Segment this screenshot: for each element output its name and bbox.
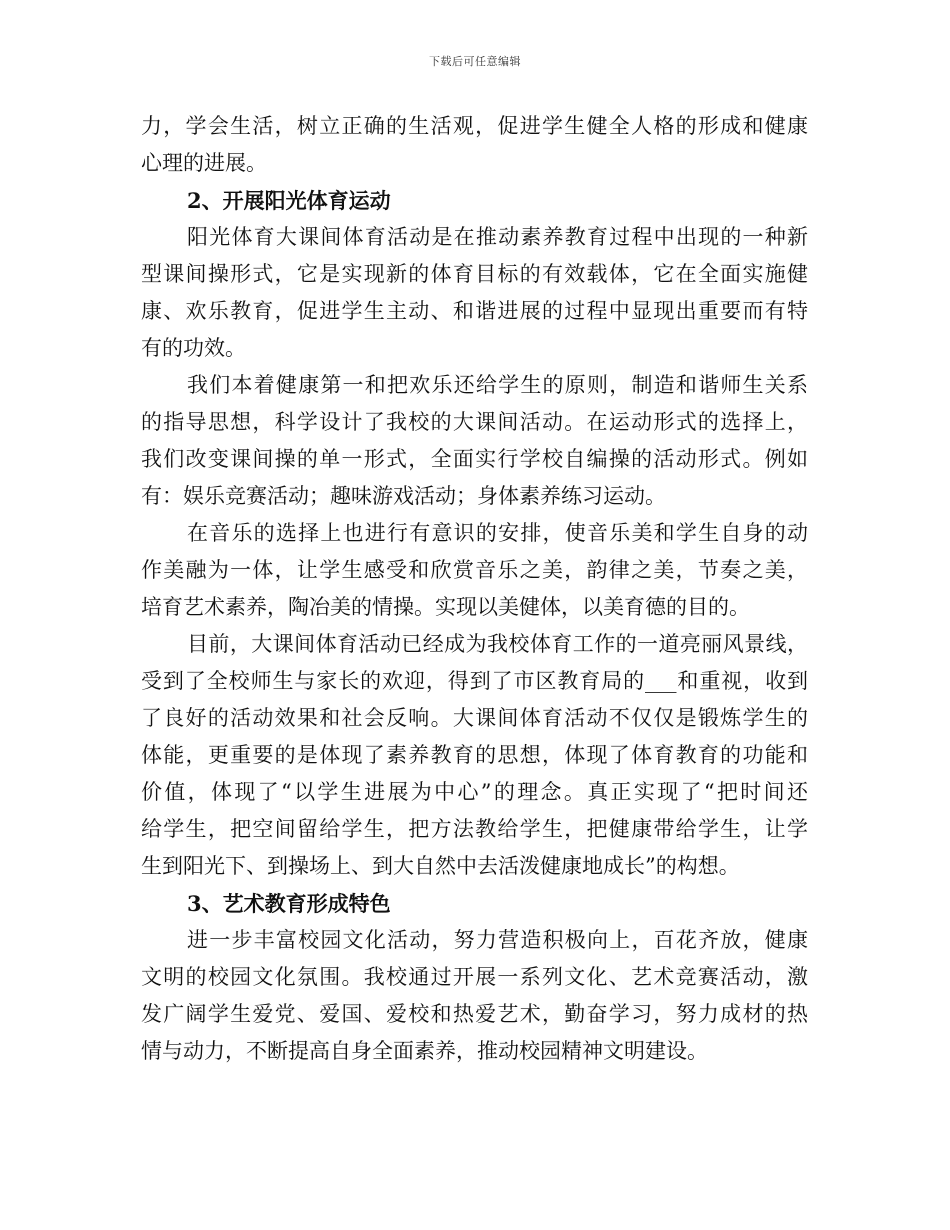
text-line: 受到了全校师生与家长的欢迎，得到了市区教育局的___和重视，收到 [141,669,808,693]
heading-text: 3、艺术教育形成特色 [187,891,391,916]
text-line: 进一步丰富校园文化活动，努力营造积极向上，百花齐放，健康 [187,928,808,952]
paragraph [141,626,808,885]
document-body [141,108,808,1070]
text-line: 价值，体现了“以学生进展为中心”的理念。真正实现了“把时间还 [141,780,808,804]
heading-text: 2、开展阳光体育运动 [187,188,391,213]
text-line: 在音乐的选择上也进行有意识的安排，使音乐美和学生自身的动 [187,521,808,545]
text-line: 发广阔学生爱党、爱国、爱校和热爱艺术，勤奋学习，努力成材的热 [141,1002,808,1026]
paragraph [141,367,808,515]
text-line: 力，学会生活，树立正确的生活观，促进学生健全人格的形成和健康 [141,114,808,138]
page-header: 下载后可任意编辑 [429,55,521,68]
text-line: 目前，大课间体育活动已经成为我校体育工作的一道亮丽风景线， [187,632,808,656]
text-line: 型课间操形式，它是实现新的体育目标的有效载体，它在全面实施健 [141,262,808,286]
text-line: 的指导思想，科学设计了我校的大课间活动。在运动形式的选择上， [141,410,808,434]
text-line: 有：娱乐竞赛活动；趣味游戏活动；身体素养练习运动。 [141,484,666,508]
section-heading [141,885,808,922]
text-line: 文明的校园文化氛围。我校通过开展一系列文化、艺术竞赛活动，激 [141,965,808,989]
text-line: 情与动力，不断提高自身全面素养，推动校园精神文明建设。 [141,1039,708,1063]
text-line: 我们本着健康第一和把欢乐还给学生的原则，制造和谐师生关系 [187,373,808,397]
text-line: 生到阳光下、到操场上、到大自然中去活泼健康地成长”的构想。 [141,854,740,878]
paragraph [141,922,808,1070]
text-line: 心理的进展。 [141,151,267,175]
paragraph [141,108,808,182]
paragraph [141,219,808,367]
paragraph [141,515,808,626]
text-line: 有的功效。 [141,336,246,360]
text-line: 作美融为一体，让学生感受和欣赏音乐之美，韵律之美，节奏之美， [141,558,808,582]
section-heading [141,182,808,219]
text-line: 体能，更重要的是体现了素养教育的思想，体现了体育教育的功能和 [141,743,808,767]
text-line: 康、欢乐教育，促进学生主动、和谐进展的过程中显现出重要而有特 [141,299,808,323]
text-line: 我们改变课间操的单一形式，全面实行学校自编操的活动形式。例如 [141,447,808,471]
text-line: 培育艺术素养，陶冶美的情操。实现以美健体，以美育德的目的。 [141,595,750,619]
text-line: 给学生，把空间留给学生，把方法教给学生，把健康带给学生，让学 [141,817,808,841]
text-line: 阳光体育大课间体育活动是在推动素养教育过程中出现的一种新 [187,225,808,249]
text-line: 了良好的活动效果和社会反响。大课间体育活动不仅仅是锻炼学生的 [141,706,808,730]
